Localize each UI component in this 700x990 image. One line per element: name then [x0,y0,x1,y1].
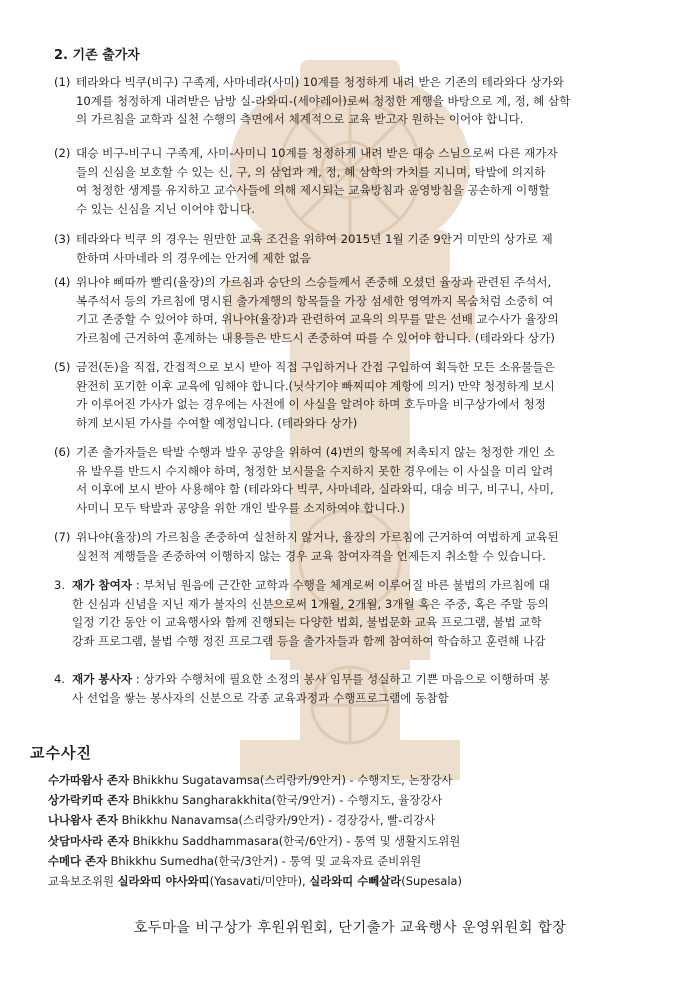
professor-desc: Bhikkhu Sumedha(한국/3안거) - 통역 및 교육자료 준비위원 [106,853,422,868]
assistant-name: 실라와띠 수뻬살라 [309,874,402,889]
professor-name: 나나왐사 존자 [48,813,118,828]
list-item-6 [54,443,678,517]
item-line: 위나야 삐따까 빨리(율장)의 가르침과 승단의 스승들께서 존중해 오셨던 율장과 관련된 주석서, [76,275,552,289]
professor-desc: Bhikkhu Saddhammasara(한국/6안거) - 통역 및 생활지도위원 [129,833,461,848]
item-line: 유 발우를 반드시 수지해야 하며, 청정한 보시물을 수지하지 못한 경우에는 이 사실을 미리 알려 [76,463,554,478]
item-line: : 상가와 수행처에 필요한 소정의 봉사 임무를 성실하고 기쁜 마음으로 이행하며 봉 [132,672,550,686]
professor-name: 상가락키따 존자 [48,793,129,808]
item-line: 위나야(율장)의 가르침을 존중하여 실천하지 않거나, 율장의 가르침에 근거하여 여법하게 교육된 [76,530,559,544]
assistant-desc: (Supesala) [401,874,462,889]
item-line: 기고 존중할 수 있어야 하며, 위나야(율장)과 관련하여 교육의 의무를 맡은 선배 교수사가 율장의 [76,312,559,327]
section-heading: 2. 기존 출가자 [54,48,140,63]
section-title: 재가 봉사자 [72,672,133,686]
assistant-name: 실라와띠 야사와띠 [117,874,210,889]
professor-name: 수메다 존자 [48,853,107,868]
item-line: 서 이후에 보시 받아 사용해야 함 (테라와다 빅쿠, 사마네라, 실라와띠, 대승 비구, 비구니, 사미, [76,482,554,497]
item-line: 수 있는 신심을 지닌 이어야 합니다. [76,201,255,216]
item-line: 가 이루어진 가사가 없는 경우에는 사전에 이 사실을 알려야 하며 호두마을 비구상가에서 청정 [76,397,546,412]
list-item-7 [54,528,678,565]
item-line: 대승 비구-비구니 구족계, 사미-사미니 10계를 청정하게 내려 받은 대승 스님으로써 다른 재가자 [76,146,558,160]
item-line: 가르침에 근거하여 훈계하는 내용들은 반드시 존중하여 따를 수 있어야 합니다. (테라와다 상가) [76,330,555,345]
item-number: (4) [54,275,71,289]
professor-row [48,851,462,871]
item-line: 일정 기간 동안 이 교육행사와 함께 진행되는 다양한 법회, 불법문화 교육 프로그램, 불법 교학 [72,615,542,630]
professor-row [48,810,462,830]
item-line: 금전(돈)을 직접, 간접적으로 보시 받아 직접 구입하거나 간접 구입하여 획득한 모든 소유물들은 [76,360,555,374]
item-line: 복주석서 등의 가르침에 명시된 출가계행의 항목들을 가장 섬세한 영역까지 목숨처럼 소중히 여 [76,293,554,308]
professor-desc: Bhikkhu Sangharakkhita(한국/9안거) - 수행지도, 율장강사 [129,793,443,808]
professor-desc: Bhikkhu Nanavamsa(스리랑카/9안거) - 경장강사, 빨-리강사 [118,813,436,828]
professor-name: 삿담마사라 존자 [48,833,129,848]
list-item-1 [54,73,678,129]
item-line: : 부처님 원음에 근간한 교학과 수행을 체계로써 이루어질 바른 불법의 가르침에 대 [132,578,550,592]
footer-signature: 호두마을 비구상가 후원위원회, 단기출가 교육행사 운영위원회 합장 [133,920,567,936]
item-line: 사 선업을 쌓는 봉사자의 신분으로 각종 교육과정과 수행프로그램에 동참함 [72,690,449,705]
assistants-row [48,871,462,891]
item-line: 한 신심과 신념을 지닌 재가 불자의 신분으로써 1개월, 2개월, 3개월 혹은 주중, 혹은 주말 등의 [72,596,549,611]
section-3-lay-participants [54,576,678,650]
item-line: 기존 출가자들은 탁발 수행과 발우 공양을 위하여 (4)번의 항목에 저촉되지 않는 청정한 개인 소 [76,445,555,459]
item-number: (6) [54,445,71,459]
list-item-5 [54,358,678,432]
list-item-2 [54,144,678,218]
item-line: 실천적 계행들을 존중하여 이행하지 않는 경우 교육 참여자격을 언제든지 취소할 수 있습니다. [76,548,546,563]
item-number: 4. [54,672,66,686]
professor-row [48,770,462,790]
item-line: 하게 보시된 가사를 수여할 예정입니다. (테라와다 상가) [76,415,358,430]
item-number: (7) [54,530,71,544]
assistant-desc: (Yasavati/미얀마), [209,874,310,889]
professor-row [48,790,462,810]
assistants-label: 교육보조위원 [48,874,118,889]
item-number: (3) [54,232,71,246]
list-item-3 [54,230,678,267]
list-item-4 [54,273,678,347]
item-line: 의 가르침을 교학과 실천 수행의 측면에서 체계적으로 교육 받고자 원하는 이어야 합니다. [76,112,524,127]
item-line: 한하며 사마네라 의 경우에는 안거에 제한 없음 [76,250,311,265]
item-line: 강좌 프로그램, 불법 수행 정진 프로그램 등을 출가자들과 함께 참여하여 학습하고 훈련해 나감 [72,633,546,648]
professors-heading: 교수사진 [30,744,92,762]
item-line: 10계를 청정하게 내려받은 남방 실-라와띠-(세야레이)로써 청정한 계행을 바탕으로 계, 정, 혜 삼학 [76,93,571,108]
professor-name: 수가따왐사 존자 [48,773,129,787]
item-number: (5) [54,360,71,374]
item-line: 완전히 포기한 이후 교육에 임해야 합니다.(닛삭기야 빠찌띠야 계항에 의거) 만약 청정하게 보시 [76,378,555,393]
item-number: (2) [54,146,71,160]
item-line: 들의 신심을 보호할 수 있는 신, 구, 의 삼업과 계, 정, 혜 삼학의 가치를 지니며, 탁발에 의지하 [76,164,546,179]
item-line: 여 청정한 생계를 유지하고 교수사들에 의해 제시되는 교육방침과 운영방침을 공손하게 이행할 [76,183,550,198]
item-line: 테라와다 빅쿠 의 경우는 원만한 교육 조건을 위하여 2015년 1월 기준 9안거 미만의 상가로 제 [76,232,553,246]
section-4-lay-volunteers [54,670,678,707]
item-number: (1) [54,75,71,89]
item-number: 3. [54,578,66,592]
section-title: 재가 참여자 [72,578,133,592]
professors-list [48,770,462,891]
item-line: 사미니 모두 탁발과 공양을 위한 개인 발우를 소지하여야 합니다.) [76,500,405,515]
professor-desc: Bhikkhu Sugatavamsa(스리랑카/9안거) - 수행지도, 논장강사 [129,773,453,787]
professor-row [48,831,462,851]
item-line: 테라와다 빅쿠(비구) 구족계, 사마네라(사미) 10계를 청정하게 내려 받은 기존의 테라와다 상가와 [76,75,564,89]
